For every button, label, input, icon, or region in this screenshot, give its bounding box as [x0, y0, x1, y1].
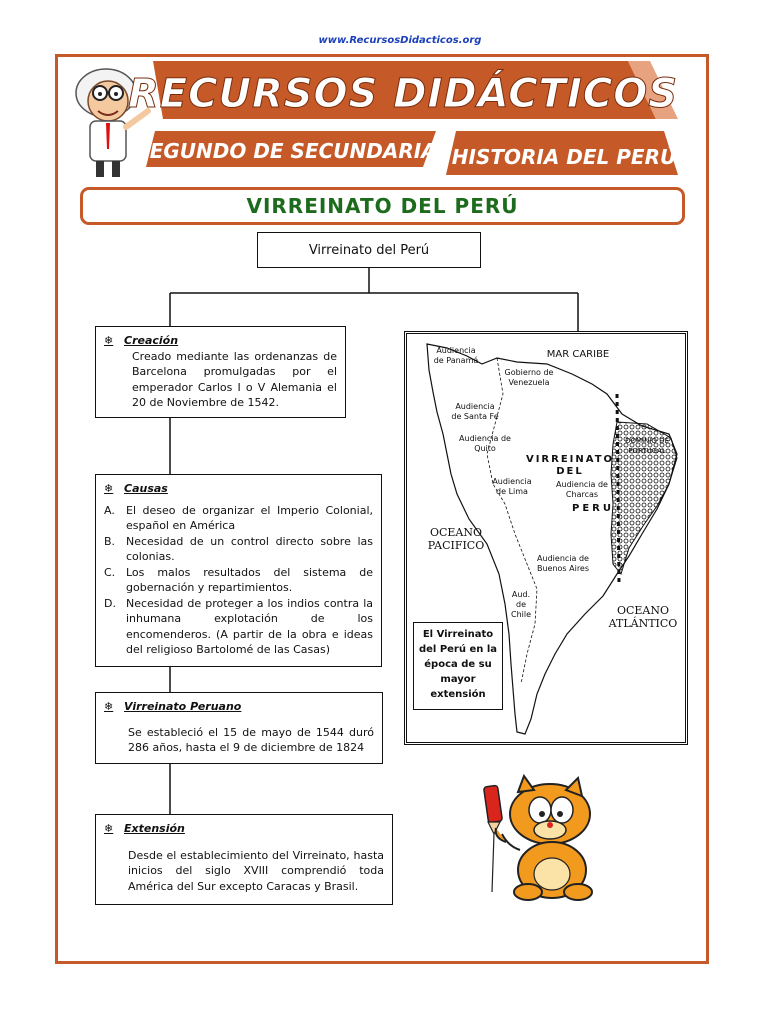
extension-text: Desde el establecimiento del Virreinato, hasta inicios del siglo XVIII comprendió toda América del Sur excepto Caracas y Brasil.: [128, 848, 384, 893]
causas-list: [104, 503, 373, 658]
label-atlantico: OCEANO ATLÁNTICO: [608, 604, 678, 630]
page-title-box: [80, 187, 685, 225]
label-charcas: Audiencia de Charcas: [556, 480, 608, 499]
creacion-title: Creación: [124, 334, 179, 347]
bullet-icon: ❄: [104, 822, 114, 835]
label-lima: Audiencia de Lima: [492, 477, 532, 496]
virreinato-peruano-box: [95, 692, 383, 764]
root-node: Virreinato del Perú: [257, 232, 481, 268]
list-item: C. Los malos resultados del sistema de gobernación y repartimientos.: [104, 565, 373, 594]
label-panama: Audiencia de Panamá: [433, 346, 479, 365]
cat-mascot-icon: [480, 772, 610, 902]
creacion-text: Creado mediante las ordenanzas de Barcelona promulgadas por el emperador Carlos I o V Alemania el 20 de Noviembre de 1542.: [132, 349, 337, 409]
bullet-icon: ❄: [104, 334, 114, 347]
grade-label: SEGUNDO DE SECUNDARIA: [135, 139, 437, 163]
bullet-icon: ❄: [104, 700, 114, 713]
site-url[interactable]: www.RecursosDidacticos.org: [318, 35, 482, 46]
label-quito: Audiencia de Quito: [459, 434, 511, 453]
virreinato-peruano-title: Virreinato Peruano: [124, 700, 242, 713]
extension-box: [95, 814, 393, 905]
list-item: A. El deseo de organizar el Imperio Colonial, español en América: [104, 503, 373, 532]
causas-title: Causas: [124, 482, 168, 495]
map-caption: El Virreinato del Perú en la época de su mayor extensión: [413, 622, 503, 710]
label-mar-caribe: MAR CARIBE: [546, 349, 610, 360]
header-banner: [58, 57, 706, 182]
list-item: B. Necesidad de un control directo sobre las colonias.: [104, 534, 373, 563]
label-virreinato: VIRREINATO: [525, 454, 615, 465]
label-buenos-aires: Audiencia de Buenos Aires: [536, 554, 590, 573]
bullet-icon: ❄: [104, 482, 114, 495]
subject-label: HISTORIA DEL PERÚ: [451, 145, 677, 169]
label-venezuela: Gobierno de Venezuela: [504, 368, 554, 387]
label-portugal: DOMINIO DE PORTUGAL: [625, 437, 669, 455]
label-peru: PERU: [572, 503, 614, 514]
brand-title: RECURSOS DIDÁCTICOS: [127, 71, 679, 117]
virreinato-peruano-text: Se estableció el 15 de mayo de 1544 duró 286 años, hasta el 9 de diciembre de 1824: [128, 725, 374, 754]
creacion-box: [95, 326, 346, 418]
label-santa-fe: Audiencia de Santa Fe: [451, 402, 499, 421]
label-virreinato-del: DEL: [556, 466, 584, 477]
label-pacifico: OCEANO PACIFICO: [427, 526, 485, 552]
list-item: D. Necesidad de proteger a los indios contra la inhumana explotación de los encomenderos. (A partir de la obra e ideas del religioso Bartolomé de las Casas): [104, 596, 373, 656]
label-chile: Aud. de Chile: [510, 590, 532, 619]
page-title: VIRREINATO DEL PERÚ: [246, 194, 519, 218]
south-america-map: [404, 331, 688, 745]
extension-title: Extensión: [124, 822, 185, 835]
causas-box: [95, 474, 382, 667]
